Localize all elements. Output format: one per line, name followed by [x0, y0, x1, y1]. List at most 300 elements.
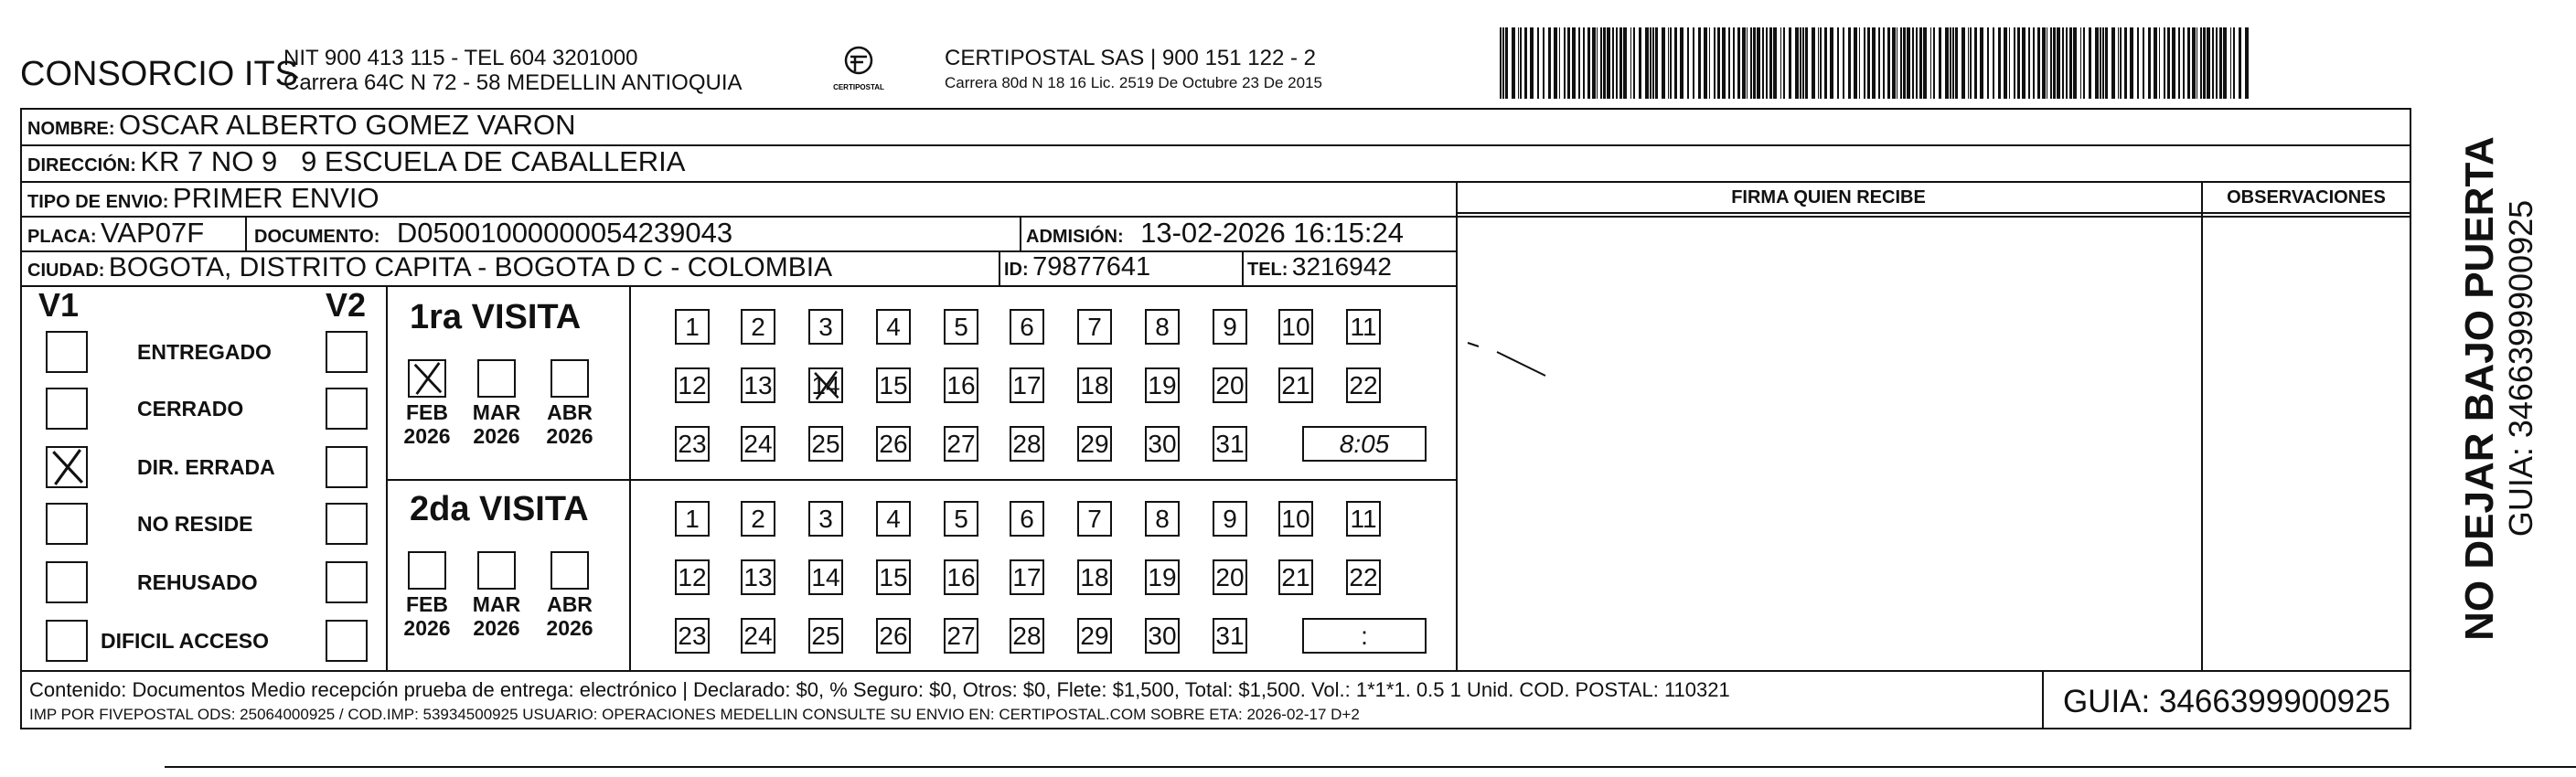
month-checkbox[interactable]	[550, 551, 589, 590]
day-number: 3	[818, 505, 833, 533]
month-name: MAR	[472, 592, 521, 616]
barcode-bar	[1619, 27, 1622, 99]
barcode-bar	[1680, 27, 1683, 99]
admision-row	[1026, 217, 1404, 250]
barcode-bar	[2057, 27, 2060, 99]
day-number: 20	[1215, 563, 1245, 591]
barcode-bar	[2111, 27, 2115, 99]
barcode-bar	[1980, 27, 1983, 99]
placa-label: PLACA:	[27, 227, 97, 247]
barcode-bar	[1714, 27, 1716, 99]
tel-label: TEL:	[1247, 260, 1288, 280]
barcode-bar	[1630, 27, 1632, 99]
day-box[interactable]	[808, 309, 843, 345]
day-box[interactable]	[1145, 367, 1180, 403]
barcode-bar	[2073, 27, 2077, 99]
barcode-bar	[2143, 27, 2144, 99]
day-number: 6	[1020, 505, 1034, 533]
day-number: 2	[751, 313, 765, 341]
day-box[interactable]	[1145, 501, 1180, 537]
day-box[interactable]	[1145, 559, 1180, 595]
nombre-value: OSCAR ALBERTO GOMEZ VARON	[119, 109, 576, 141]
day-number: 10	[1281, 313, 1310, 341]
barcode-bar	[2223, 27, 2227, 99]
tel-row	[1247, 252, 1392, 282]
day-box[interactable]	[1077, 426, 1112, 462]
day-box[interactable]	[808, 559, 843, 595]
barcode-bar	[1587, 27, 1590, 99]
day-number: 9	[1223, 505, 1237, 533]
day-number: 22	[1349, 371, 1378, 399]
barcode-bar	[2095, 27, 2099, 99]
barcode-bar	[2164, 27, 2165, 99]
day-box[interactable]	[1077, 501, 1112, 537]
barcode-bar	[1567, 27, 1570, 99]
day-box[interactable]	[741, 559, 775, 595]
visit-title: 2da VISITA	[410, 490, 589, 528]
barcode-bar	[1955, 27, 1958, 99]
barcode-bar	[1824, 27, 1827, 99]
status-option-label: DIFICIL ACCESO	[101, 629, 270, 653]
barcode-bar	[2148, 27, 2151, 99]
direccion-label: DIRECCIÓN:	[27, 155, 136, 176]
day-number: 26	[879, 430, 908, 458]
barcode-bar	[1750, 27, 1752, 99]
barcode-bar	[1762, 27, 1764, 99]
day-box[interactable]	[1010, 618, 1044, 654]
footer-guia: GUIA: 3466399900925	[2062, 684, 2391, 719]
month-label	[541, 592, 598, 640]
barcode-bar	[2197, 27, 2198, 99]
barcode-bar	[2037, 27, 2040, 99]
barcode-bar	[2033, 27, 2035, 99]
day-box[interactable]	[876, 501, 911, 537]
barcode-bar	[1916, 27, 1918, 99]
signature-area[interactable]	[1459, 215, 2199, 667]
barcode-bar	[1524, 27, 1527, 99]
barcode-bar	[1554, 27, 1557, 99]
day-box[interactable]	[1346, 559, 1381, 595]
barcode-bar	[1923, 27, 1927, 99]
day-box[interactable]	[808, 501, 843, 537]
barcode-bar	[1704, 27, 1707, 99]
barcode-bar	[1987, 27, 1989, 99]
side-no-dejar: NO DEJAR BAJO PUERTA	[2457, 136, 2502, 641]
barcode-bar	[2245, 27, 2249, 99]
day-box[interactable]	[1346, 501, 1381, 537]
barcode-bar	[1892, 27, 1896, 99]
barcode-bar	[1773, 27, 1777, 99]
placa-value: VAP07F	[101, 217, 205, 249]
day-number: 24	[743, 622, 773, 650]
bottom-rule	[165, 766, 2576, 768]
day-number: 5	[954, 313, 968, 341]
tipo-envio-row	[27, 182, 379, 215]
barcode-bar	[1912, 27, 1914, 99]
month-name: ABR	[547, 592, 593, 616]
barcode-bar	[1919, 27, 1922, 99]
barcode-bar	[1722, 27, 1726, 99]
placa-row	[27, 217, 204, 250]
month-checkbox[interactable]	[408, 551, 446, 590]
company-name: CONSORCIO ITS	[20, 55, 299, 93]
day-number: 31	[1215, 622, 1245, 650]
time-box[interactable]: :	[1302, 618, 1427, 654]
barcode-bar	[1674, 27, 1677, 99]
month-checkbox[interactable]	[408, 359, 446, 398]
barcode-bar	[2200, 27, 2202, 99]
barcode-bar	[2172, 27, 2175, 99]
barcode-bar	[1802, 27, 1804, 99]
day-box[interactable]	[1346, 309, 1381, 345]
day-box[interactable]	[876, 559, 911, 595]
barcode-bar	[1766, 27, 1768, 99]
day-box[interactable]	[741, 426, 775, 462]
barcode-bar	[1502, 27, 1504, 99]
v1-checkbox[interactable]	[46, 331, 88, 373]
month-name: ABR	[547, 400, 593, 424]
day-number: 8	[1155, 505, 1170, 533]
barcode-bar	[2105, 27, 2108, 99]
barcode-bar	[2080, 27, 2082, 99]
barcode-bar	[1993, 27, 1994, 99]
day-box[interactable]	[944, 309, 978, 345]
day-number: 29	[1080, 430, 1109, 458]
day-box[interactable]	[1213, 426, 1247, 462]
day-box[interactable]	[876, 367, 911, 403]
day-number: 19	[1148, 371, 1177, 399]
status-option-label: NO RESIDE	[137, 512, 253, 536]
day-number: 30	[1148, 622, 1177, 650]
side-text	[2416, 119, 2544, 649]
barcode-bar	[1970, 27, 1972, 99]
barcode-bar	[2192, 27, 2196, 99]
barcode-bar	[1843, 27, 1844, 99]
barcode-bar	[1805, 27, 1808, 99]
v2-checkbox[interactable]	[326, 503, 368, 545]
day-box[interactable]	[675, 367, 710, 403]
day-box[interactable]	[1145, 426, 1180, 462]
barcode-bar	[2022, 27, 2026, 99]
barcode-bar	[2017, 27, 2020, 99]
barcode-bar	[1548, 27, 1551, 99]
day-number: 20	[1215, 371, 1245, 399]
barcode	[1500, 27, 2250, 99]
day-box[interactable]	[1213, 501, 1247, 537]
barcode-bar	[1572, 27, 1576, 99]
day-number: 5	[954, 505, 968, 533]
side-guia: GUIA: 3466399900925	[2502, 199, 2539, 538]
day-box[interactable]	[1077, 309, 1112, 345]
v2-header: V2	[326, 286, 367, 324]
month-year: 2026	[473, 616, 520, 640]
day-number: 16	[946, 563, 976, 591]
admision-label: ADMISIÓN:	[1026, 227, 1124, 247]
barcode-bar	[2118, 27, 2120, 99]
month-label	[468, 592, 525, 640]
day-box[interactable]	[675, 426, 710, 462]
day-number: 4	[886, 505, 901, 533]
status-option-label: DIR. ERRADA	[137, 455, 275, 479]
barcode-bar	[1633, 27, 1635, 99]
barcode-bar	[2120, 27, 2122, 99]
day-number: 11	[1350, 505, 1377, 533]
v2-checkbox[interactable]	[326, 331, 368, 373]
company-nit: NIT 900 413 115 - TEL 604 3201000	[283, 46, 638, 70]
day-number: 2	[751, 505, 765, 533]
nombre-label: NOMBRE:	[27, 119, 115, 139]
company-address: Carrera 64C N 72 - 58 MEDELLIN ANTIOQUIA	[283, 70, 743, 95]
barcode-bar	[1878, 27, 1880, 99]
barcode-bar	[2130, 27, 2133, 99]
day-number: 28	[1012, 430, 1042, 458]
day-box[interactable]	[1213, 618, 1247, 654]
barcode-bar	[1623, 27, 1627, 99]
day-box[interactable]	[808, 426, 843, 462]
day-box[interactable]	[741, 367, 775, 403]
day-box[interactable]	[944, 426, 978, 462]
v2-checkbox[interactable]	[326, 388, 368, 430]
certipostal-logo	[830, 44, 887, 99]
day-number: 6	[1020, 313, 1034, 341]
barcode-bar	[1837, 27, 1839, 99]
barcode-bar	[2042, 27, 2046, 99]
day-box[interactable]	[876, 618, 911, 654]
barcode-bar	[1687, 27, 1689, 99]
barcode-bar	[1500, 27, 1502, 99]
day-box[interactable]	[1010, 501, 1044, 537]
barcode-bar	[2047, 27, 2048, 99]
day-number: 24	[743, 430, 773, 458]
barcode-bar	[1818, 27, 1820, 99]
day-number: 29	[1080, 622, 1109, 650]
day-box[interactable]	[1213, 559, 1247, 595]
barcode-bar	[1603, 27, 1606, 99]
barcode-bar	[1512, 27, 1515, 99]
v2-checkbox[interactable]	[326, 620, 368, 662]
barcode-bar	[1559, 27, 1561, 99]
day-number: 1	[685, 505, 700, 533]
barcode-bar	[1854, 27, 1857, 99]
barcode-bar	[1780, 27, 1782, 99]
documento-label: DOCUMENTO:	[254, 227, 380, 247]
v1-checkbox[interactable]	[46, 620, 88, 662]
day-box[interactable]	[1010, 309, 1044, 345]
day-number: 17	[1012, 563, 1042, 591]
month-year: 2026	[403, 616, 451, 640]
day-number: 16	[946, 371, 976, 399]
barcode-bar	[1867, 27, 1870, 99]
day-box[interactable]	[1145, 618, 1180, 654]
day-box[interactable]	[808, 367, 843, 403]
month-checkbox[interactable]	[550, 359, 589, 398]
day-number: 22	[1349, 563, 1378, 591]
barcode-bar	[1662, 27, 1665, 99]
day-number: 30	[1148, 430, 1177, 458]
barcode-bar	[1698, 27, 1701, 99]
direccion-value: KR 7 NO 9 9 ESCUELA DE CABALLERIA	[140, 145, 686, 177]
barcode-bar	[2100, 27, 2101, 99]
barcode-bar	[2102, 27, 2104, 99]
status-option-label: REHUSADO	[137, 570, 258, 594]
barcode-bar	[1709, 27, 1711, 99]
tel-value: 3216942	[1291, 252, 1392, 281]
barcode-bar	[1900, 27, 1902, 99]
month-name: FEB	[406, 400, 448, 424]
barcode-bar	[2219, 27, 2222, 99]
day-box[interactable]	[1278, 501, 1313, 537]
barcode-bar	[1583, 27, 1585, 99]
day-box[interactable]	[1077, 559, 1112, 595]
barcode-bar	[1652, 27, 1654, 99]
day-box[interactable]	[944, 501, 978, 537]
day-number: 13	[743, 563, 773, 591]
day-box[interactable]	[1010, 559, 1044, 595]
day-number: 21	[1281, 563, 1310, 591]
barcode-bar	[2053, 27, 2056, 99]
barcode-bar	[1612, 27, 1614, 99]
barcode-bar	[1769, 27, 1772, 99]
barcode-bar	[2159, 27, 2161, 99]
day-number: 14	[811, 371, 840, 399]
barcode-bar	[2089, 27, 2091, 99]
day-number: 3	[818, 313, 833, 341]
barcode-bar	[1505, 27, 1508, 99]
day-number: 8	[1155, 313, 1170, 341]
day-box[interactable]	[876, 426, 911, 462]
month-label	[468, 400, 525, 448]
observaciones-area[interactable]	[2204, 215, 2410, 667]
barcode-bar	[1747, 27, 1748, 99]
barcode-bar	[1543, 27, 1545, 99]
day-box[interactable]	[675, 618, 710, 654]
day-number: 7	[1087, 505, 1102, 533]
documento-value: D05001000000054239043	[396, 217, 733, 249]
barcode-bar	[2062, 27, 2064, 99]
barcode-bar	[2009, 27, 2011, 99]
day-number: 13	[743, 371, 773, 399]
barcode-bar	[2004, 27, 2007, 99]
v2-checkbox[interactable]	[326, 561, 368, 603]
barcode-bar	[2207, 27, 2210, 99]
barcode-bar	[1728, 27, 1730, 99]
direccion-row	[27, 145, 685, 178]
barcode-bar	[1530, 27, 1534, 99]
day-box[interactable]	[944, 618, 978, 654]
admision-value: 13-02-2026 16:15:24	[1140, 217, 1404, 249]
barcode-bar	[2178, 27, 2180, 99]
day-box[interactable]	[1278, 309, 1313, 345]
day-box[interactable]	[741, 618, 775, 654]
day-number: 23	[678, 622, 707, 650]
month-label	[399, 400, 455, 448]
day-box[interactable]	[1278, 559, 1313, 595]
day-number: 15	[879, 563, 908, 591]
day-box[interactable]	[1010, 426, 1044, 462]
time-box[interactable]: 8:05	[1302, 426, 1427, 462]
barcode-bar	[2183, 27, 2185, 99]
day-number: 12	[678, 371, 707, 399]
day-box[interactable]	[1213, 309, 1247, 345]
v2-checkbox[interactable]	[326, 446, 368, 488]
barcode-bar	[1607, 27, 1610, 99]
barcode-bar	[1950, 27, 1951, 99]
day-box[interactable]	[741, 309, 775, 345]
ciudad-value: BOGOTA, DISTRITO CAPITA - BOGOTA D C - COLOMBIA	[108, 252, 833, 282]
day-box[interactable]	[1278, 367, 1313, 403]
v1-checkbox[interactable]	[46, 446, 88, 488]
barcode-bar	[1737, 27, 1740, 99]
day-box[interactable]	[1346, 367, 1381, 403]
visit-title: 1ra VISITA	[410, 298, 582, 336]
v1-checkbox[interactable]	[46, 561, 88, 603]
day-box[interactable]	[675, 559, 710, 595]
month-name: MAR	[472, 400, 521, 424]
day-number: 9	[1223, 313, 1237, 341]
day-number: 19	[1148, 563, 1177, 591]
day-box[interactable]	[675, 309, 710, 345]
month-checkbox[interactable]	[477, 359, 516, 398]
barcode-bar	[1795, 27, 1799, 99]
day-box[interactable]	[876, 309, 911, 345]
barcode-bar	[2124, 27, 2127, 99]
barcode-bar	[1933, 27, 1935, 99]
barcode-bar	[2028, 27, 2030, 99]
day-box[interactable]	[1213, 367, 1247, 403]
day-box[interactable]	[741, 501, 775, 537]
barcode-bar	[1650, 27, 1651, 99]
barcode-bar	[1717, 27, 1720, 99]
day-box[interactable]	[808, 618, 843, 654]
day-number: 4	[886, 313, 901, 341]
day-box[interactable]	[944, 559, 978, 595]
day-box[interactable]	[1145, 309, 1180, 345]
v1-checkbox[interactable]	[46, 388, 88, 430]
barcode-bar	[2014, 27, 2015, 99]
day-number: 1	[685, 313, 700, 341]
barcode-bar	[1945, 27, 1949, 99]
day-box[interactable]	[1077, 367, 1112, 403]
firma-label: FIRMA QUIEN RECIBE	[1731, 187, 1926, 208]
day-number: 27	[946, 622, 976, 650]
barcode-bar	[2066, 27, 2068, 99]
barcode-bar	[1789, 27, 1791, 99]
barcode-bar	[2083, 27, 2085, 99]
month-year: 2026	[546, 424, 593, 448]
day-number: 31	[1215, 430, 1245, 458]
v1-checkbox[interactable]	[46, 503, 88, 545]
day-number: 15	[879, 371, 908, 399]
footer-imp: IMP POR FIVEPOSTAL ODS: 25064000925 / COD.IMP: 53934500925 USUARIO: OPERACIONES MEDELLIN CONSULTE SU ENVIO EN: CERTIPOSTAL.COM SOBRE ETA: 2026-02-17 D+2	[29, 706, 1360, 723]
day-number: 11	[1350, 313, 1377, 341]
barcode-bar	[1812, 27, 1815, 99]
tipo-envio-value: PRIMER ENVIO	[172, 182, 379, 214]
nombre-row	[27, 109, 576, 142]
day-number: 23	[678, 430, 707, 458]
barcode-bar	[1668, 27, 1670, 99]
barcode-bar	[1564, 27, 1566, 99]
month-checkbox[interactable]	[477, 551, 516, 590]
day-box[interactable]	[1010, 367, 1044, 403]
day-number: 28	[1012, 622, 1042, 650]
day-number: 12	[678, 563, 707, 591]
day-number: 25	[811, 430, 840, 458]
day-box[interactable]	[1077, 618, 1112, 654]
day-box[interactable]	[944, 367, 978, 403]
day-box[interactable]	[675, 501, 710, 537]
barcode-bar	[2233, 27, 2235, 99]
barcode-bar	[1820, 27, 1822, 99]
